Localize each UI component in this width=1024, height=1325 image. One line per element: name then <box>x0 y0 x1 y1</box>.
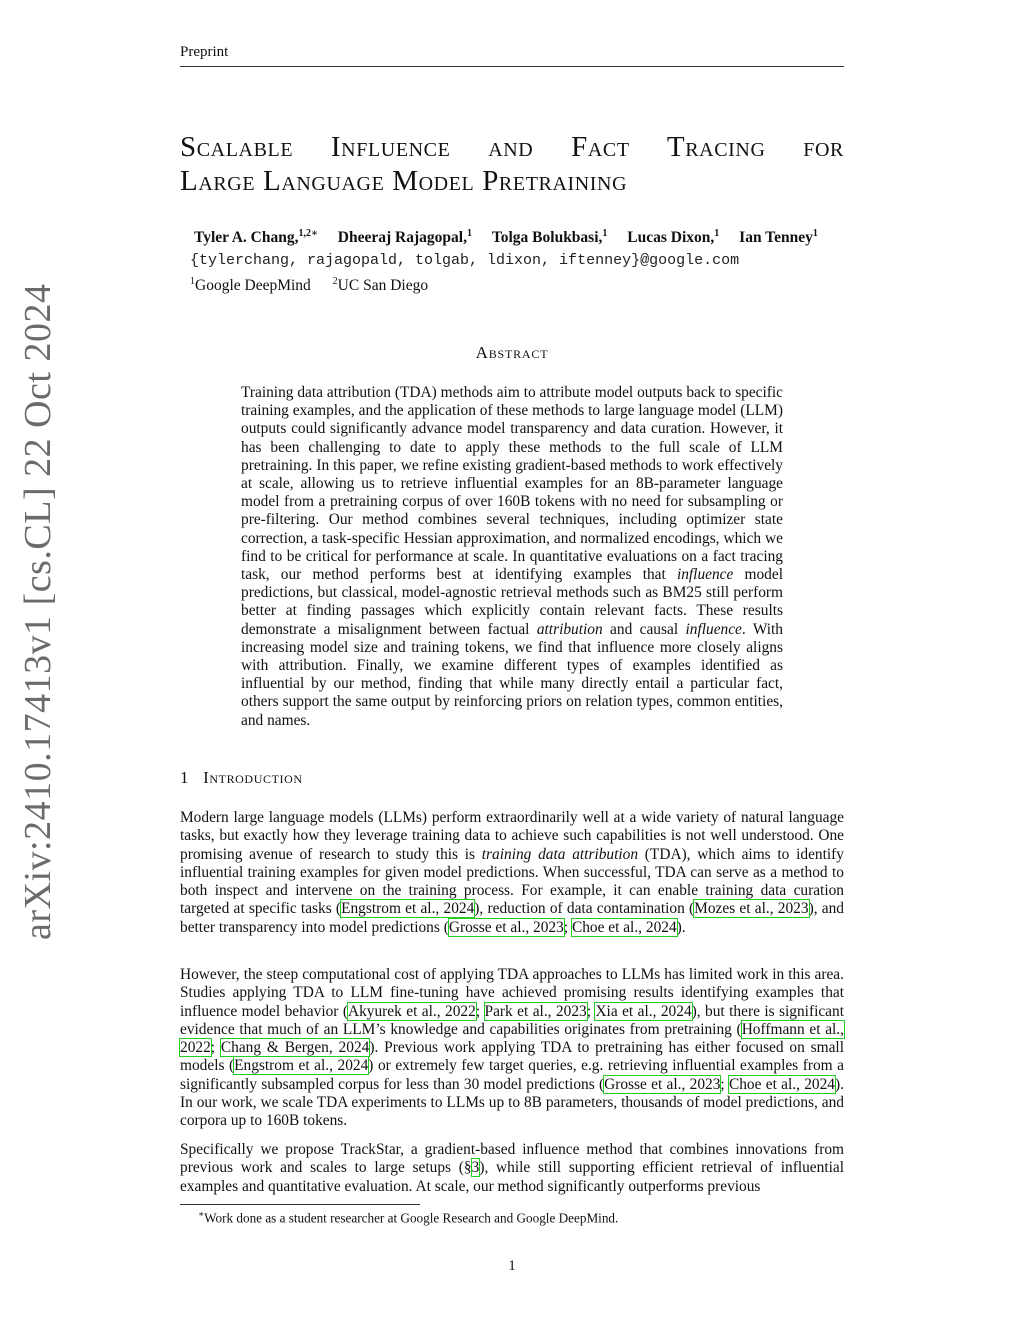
arxiv-stamp[interactable]: arXiv:2410.17413v1 [cs.CL] 22 Oct 2024 <box>17 283 59 940</box>
author: Tyler A. Chang,$^{1,2∗}$ <box>194 228 318 247</box>
page-number: 1 <box>508 1258 516 1274</box>
citation-link[interactable]: Hoffmann et al., 2022 <box>180 1020 844 1057</box>
affiliation: $^2$UC San Diego <box>332 276 429 295</box>
citation-link[interactable]: Engstrom et al., 2024 <box>234 1057 369 1075</box>
author: Lucas Dixon,$^1$ <box>627 228 720 247</box>
paper-title <box>180 130 844 198</box>
author: Ian Tenney$^1$ <box>739 228 818 247</box>
title-line-2: Large Language Model Pretraining <box>180 165 628 197</box>
citation-link[interactable]: Park et al., 2023 <box>484 1002 587 1020</box>
author-list <box>194 228 834 247</box>
header-rule <box>180 66 844 67</box>
citation-link[interactable]: Grosse et al., 2023 <box>448 918 564 936</box>
section-heading-introduction: 1 Introduction <box>180 768 303 787</box>
citation-link[interactable]: Akyurek et al., 2022 <box>347 1002 476 1020</box>
running-head: Preprint <box>180 44 229 60</box>
author: Dheeraj Rajagopal,$^1$ <box>337 228 472 247</box>
citation-link[interactable]: Mozes et al., 2023 <box>694 900 809 918</box>
footnote: ∗Work done as a student researcher at Google Research and Google DeepMind. <box>198 1209 619 1226</box>
intro-paragraph-2: However, the steep computational cost of applying TDA approaches to LLMs has limited work in this area. Studies applying TDA to LLM fine-tuning have achieved promising results identifying examples that influence model behavior (Akyurek et al., 2022; Park et al., 2023; Xia et al., 2024), but there is significant evidence that much of an LLM’s knowledge and capabilities originates from pretraining (Hoffmann et al., 2022; Chang & Bergen, 2024). Previous work applying TDA to pretraining has either focused on small models (Engstrom et al., 2024) or extremely few target queries, e.g. retrieving influential examples from a significantly subsampled corpus for less than 30 model predictions (Grosse et al., 2023; Choe et al., 2024). In our work, we scale TDA experiments to LLMs up to 8B parameters, thousands of model predictions, and corpora up to 160B tokens. <box>180 966 844 1130</box>
author: Tolga Bolukbasi,$^1$ <box>491 228 608 247</box>
citation-link[interactable]: Engstrom et al., 2024 <box>341 900 475 918</box>
citation-link[interactable]: Grosse et al., 2023 <box>604 1075 721 1093</box>
title-line-1: Scalable Influence and Fact Tracing for <box>180 131 844 163</box>
citation-link[interactable]: Chang & Bergen, 2024 <box>220 1039 370 1057</box>
affiliations <box>190 276 446 295</box>
intro-paragraph-3: Specifically we propose TrackStar, a gradient-based influence method that combines innovations from previous work and scales to large setups (§3), while still supporting efficient retrieval of influential examples and quantitative evaluation. At scale, our method significantly outperforms previous <box>180 1141 844 1195</box>
citation-link[interactable]: Choe et al., 2024 <box>728 1075 836 1093</box>
abstract-body: Training data attribution (TDA) methods aim to attribute model outputs back to specific training examples, and the application of these methods to large language model (LLM) outputs could significantly advance model transparency and data curation. However, it has been challenging to date to apply these methods to the full scale of LLM pretraining. In this paper, we refine existing gradient-based methods to work effectively at scale, allowing us to retrieve influential examples for an 8B-parameter language model from a pretraining corpus of over 160B tokens with no need for subsampling or pre-filtering. Our method combines several techniques, including optimizer state correction, a task-specific Hessian approximation, and normalized encodings, which we find to be critical for performance at scale. In quantitative evaluations on a fact tracing task, our method performs best at identifying examples that influence model predictions, but classical, model-agnostic retrieval methods such as BM25 still perform better at finding passages which explicitly contain relevant facts. These results demonstrate a misalignment between factual attribution and causal influence. With increasing model size and training tokens, we find that influence more closely aligns with attribution. Finally, we examine different types of examples identified as influential by our method, finding that while many directly entail a particular fact, others support the same output by reinforcing priors on relation types, common entities, and names. <box>241 384 784 729</box>
citation-link[interactable]: Xia et al., 2024 <box>595 1002 692 1020</box>
affiliation: $^1$Google DeepMind <box>190 276 311 295</box>
footnote-rule <box>180 1204 420 1205</box>
section-ref-link[interactable]: 3 <box>471 1159 480 1177</box>
citation-link[interactable]: Choe et al., 2024 <box>571 918 677 936</box>
abstract-heading: Abstract <box>475 343 549 362</box>
author-emails: {tylerchang, rajagopald, tolgab, ldixon, iftenney}@google.com <box>190 252 740 269</box>
intro-paragraph-1: Modern large language models (LLMs) perform extraordinarily well at a wide variety of natural language tasks, but exactly how they leverage training data to achieve such capabilities is not well understood. One promising avenue of research to study this is training data attribution (TDA), which aims to identify influential training examples for given model predictions. When successful, TDA can serve as a method to both inspect and intervene on the training process. For example, it can enable training data curation targeted at specific tasks (Engstrom et al., 2024), reduction of data contamination (Mozes et al., 2023), and better transparency into model predictions (Grosse et al., 2023; Choe et al., 2024). <box>180 809 844 936</box>
